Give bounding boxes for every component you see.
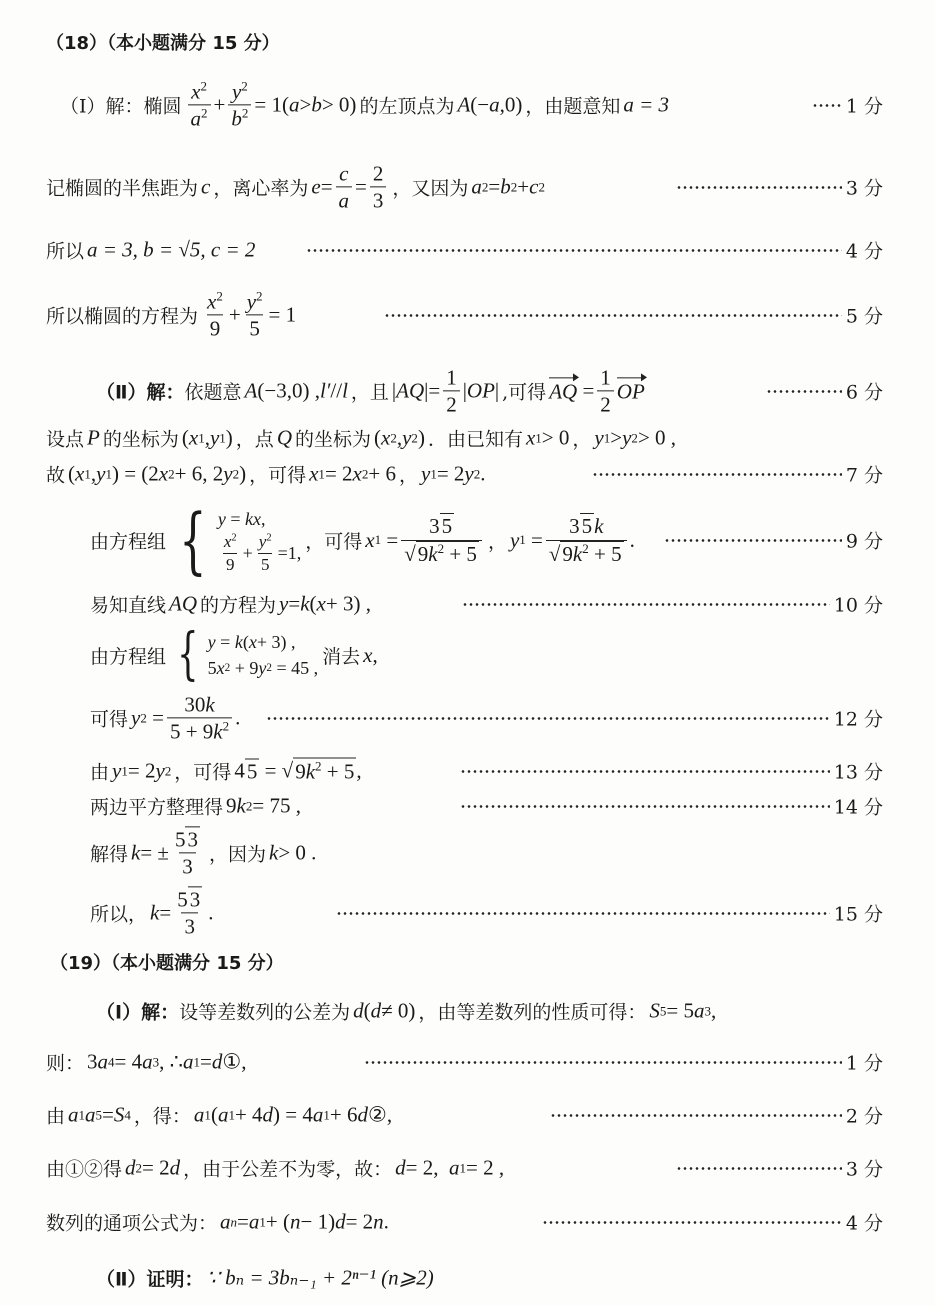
score: 5 分 <box>845 305 883 328</box>
leader-dots <box>592 472 842 476</box>
q19-header: （19）（本小题满分 15 分） <box>50 953 284 974</box>
text: 由 <box>46 1105 66 1128</box>
text: ， <box>572 428 592 451</box>
eq-a-3: a = 3 <box>623 92 670 117</box>
leader-dots <box>364 1060 842 1064</box>
q19-p2-line1 <box>0 1265 935 1291</box>
text: ，可得 <box>174 761 232 784</box>
leader-dots <box>266 716 830 720</box>
q19-header-line <box>0 953 935 974</box>
text: 由方程组 <box>90 530 167 553</box>
q18-p2-line11 <box>0 887 935 939</box>
d-a1-values: d = 2, a 1 = 2 , <box>395 1155 505 1180</box>
text: 设点 <box>46 428 85 451</box>
text: 易知直线 <box>90 594 167 617</box>
q18-p2-line9 <box>0 793 935 819</box>
score: 4 分 <box>845 240 883 263</box>
score: 15 分 <box>833 903 883 926</box>
text: ， <box>487 530 507 553</box>
q19-p1-line2 <box>0 1049 935 1075</box>
text: ，由题意知 <box>525 95 621 118</box>
text: ，由等差数列的性质可得： <box>418 1001 647 1024</box>
text: 解得 <box>90 843 129 866</box>
text: 可得 <box>90 708 129 731</box>
coord-relation: ( x 1 , y 1 ) = (2 x 2 + 6, 2 y 2 ) <box>68 461 247 486</box>
text: 记椭圆的半焦距为 <box>46 177 199 200</box>
q19-p1-line4 <box>0 1155 935 1181</box>
leader-dots <box>460 804 830 808</box>
y2-solution: y 2 = $\frac{30k}{5 + 9k^2}$ . <box>131 692 241 744</box>
sqrt-equation: 4 5 = √ $9k^2 + 5$ , <box>234 758 362 784</box>
text: ，由于公差不为零，故： <box>183 1158 393 1181</box>
equation-system-2: { y = k ( x + 3) , 5 x 2 + 9 y 2 = 45 , <box>177 622 319 687</box>
text: ，得： <box>133 1105 191 1128</box>
text: 消去 <box>322 645 361 668</box>
cond-y: y 1 > y 2 > 0 , <box>594 425 677 450</box>
q18-p2-line8 <box>0 758 935 784</box>
coords-Q: ( x 2 , y 2 ) <box>374 425 425 450</box>
y1-eq: y 1 = 2 y 2 . <box>420 461 486 486</box>
text: ，因为 <box>208 843 266 866</box>
line-AQ: AQ <box>169 591 198 616</box>
eccentricity: e = $\frac{c}{a}$ = $\frac{2}{3}$ <box>311 161 389 212</box>
score: 13 分 <box>833 761 883 784</box>
vertex-A: A (− a ,0) <box>457 92 523 117</box>
q18-p2-line4 <box>0 498 935 582</box>
score: 3 分 <box>845 177 883 200</box>
var-Q: Q <box>276 425 292 450</box>
q18-p2-line5 <box>0 591 935 617</box>
leader-dots <box>664 538 842 542</box>
abc-values: a = 3, b = √5, c = 2 <box>87 237 256 262</box>
score: 9 分 <box>845 530 883 553</box>
score: 3 分 <box>845 1158 883 1181</box>
k-pm: k = ± $\frac{53}{3}$ <box>131 827 198 879</box>
score: 12 分 <box>833 708 883 731</box>
x1-solution: x 1 = $\frac{35}{√9k^2 + 5}$ <box>365 514 485 565</box>
text: ，点 <box>235 428 274 451</box>
score: 1 分 <box>845 1052 883 1075</box>
coords-P: ( x 1 , y 1 ) <box>181 425 233 450</box>
leader-dots <box>676 1166 842 1170</box>
q18-p2-line2 <box>0 425 935 451</box>
leader-dots <box>336 911 830 915</box>
equation-2: a 1 ( a 1 + 4 d ) = 4 a 1 + 6 d ②, <box>193 1102 393 1127</box>
q18-p1-line4 <box>0 288 935 341</box>
q18-p1-line1 <box>0 78 935 131</box>
y1-solution: y 1 = $\frac{35k}{√9k^2 + 5}$ . <box>509 514 635 566</box>
text: ，可得 <box>249 464 307 487</box>
score: 6 分 <box>845 381 883 404</box>
text: ，又因为 <box>392 177 469 200</box>
k-final: k = $\frac{53}{3}$ . <box>150 887 214 939</box>
text: ，可得 <box>305 530 363 553</box>
q19-p1-line1 <box>0 998 935 1024</box>
q18-p2-line6 <box>0 622 935 687</box>
score: 14 分 <box>833 796 883 819</box>
var-P: P <box>87 425 100 450</box>
q18-p1-line3 <box>0 237 935 263</box>
equation-system-1: { y = kx , $\frac{x^2}{9}$ + $\frac{y^2}{5}$ =1, <box>179 498 302 582</box>
leader-dots <box>812 103 842 107</box>
leader-dots <box>766 389 842 393</box>
leader-dots <box>542 1220 842 1224</box>
text: 依题意 <box>184 381 242 404</box>
text: ，离心率为 <box>213 177 309 200</box>
q18-p2-line7 <box>0 692 935 744</box>
text: ．由已知有 <box>427 428 523 451</box>
text: 的方程为 <box>200 594 277 617</box>
S5-eq: S 5 = 5 a 3 , <box>649 998 717 1023</box>
leader-dots <box>460 769 830 773</box>
text: 的左顶点为 <box>359 95 455 118</box>
recurrence: ∵ bₙ = 3bₙ₋₁ + 2ⁿ⁻¹ (n⩾2) <box>206 1265 434 1290</box>
var-c: c <box>201 174 211 199</box>
q18-p2-line1 <box>0 365 935 417</box>
ellipse-final: $\frac{x^2}{9}$ + $\frac{y^2}{5}$ = 1 <box>207 288 297 341</box>
q18-header: （18）（本小题满分 15 分） <box>46 33 280 54</box>
text: 椭圆 <box>143 95 182 118</box>
text: 的坐标为 <box>102 428 179 451</box>
point-A: A (−3,0) , l′ // l <box>244 378 348 403</box>
a1-eq-d: 3 a 4 = 4 a 3 , ∴ a 1 = d ①, <box>87 1049 247 1074</box>
score: 10 分 <box>833 594 883 617</box>
length-relation: | AQ |= $\frac{1}{2}$ | OP | <box>391 365 500 417</box>
score: 4 分 <box>845 1212 883 1235</box>
ellipse-equation: $\frac{x^2}{a^2}$ + $\frac{y^2}{b^2}$ = 1( a > b > 0) <box>185 79 357 130</box>
leader-dots <box>550 1113 842 1117</box>
q18-p2-label: （Ⅱ）解： <box>96 381 185 404</box>
common-difference: d ( d ≠ 0) <box>353 998 416 1023</box>
general-term: a n = a 1 + ( n − 1) d = 2 n . <box>220 1209 389 1234</box>
score: 7 分 <box>845 464 883 487</box>
y-relation: y 1 = 2 y 2 <box>112 758 172 783</box>
text: 则： <box>46 1052 85 1075</box>
var-x: x , <box>363 642 378 667</box>
k-square: 9 k 2 = 75 , <box>226 793 301 818</box>
text: 的坐标为 <box>294 428 371 451</box>
q19-p2-label: （Ⅱ）证明： <box>96 1268 204 1291</box>
q19-p1-label: （Ⅰ）解： <box>96 1001 180 1024</box>
text: 设等差数列的公差为 <box>179 1001 351 1024</box>
geo-condition: a 1 a 5 = S 4 <box>68 1102 131 1127</box>
vector-relation: AQ = $\frac{1}{2}$ OP <box>549 365 645 417</box>
line-AQ-eq: y = k ( x + 3) , <box>279 591 371 616</box>
text: 所以椭圆的方程为 <box>46 305 199 328</box>
q18-p2-line3 <box>0 461 935 487</box>
text: 由方程组 <box>90 645 167 668</box>
text: 由①②得 <box>46 1158 123 1181</box>
x1-eq: x 1 = 2 x 2 + 6 <box>309 461 396 486</box>
leader-dots <box>306 248 842 252</box>
leader-dots <box>384 313 842 317</box>
score: 1 分 <box>845 95 883 118</box>
text: ， <box>398 464 418 487</box>
d-square: d 2 = 2 d <box>125 1155 181 1180</box>
q19-p1-line5 <box>0 1209 935 1235</box>
q18-p1-line2 <box>0 161 935 213</box>
leader-dots <box>462 602 830 606</box>
q18-p2-line10 <box>0 827 935 879</box>
text: 由 <box>90 761 110 784</box>
q19-p1-line3 <box>0 1102 935 1128</box>
q18-header-line <box>0 33 935 54</box>
text: ,可得 <box>502 381 547 404</box>
leader-dots <box>676 185 842 189</box>
k-positive: k > 0 . <box>268 840 317 865</box>
text: 故 <box>46 464 66 487</box>
text: 所以 <box>46 240 85 263</box>
text: 数列的通项公式为： <box>46 1212 218 1235</box>
score: 2 分 <box>845 1105 883 1128</box>
text: ，且 <box>350 381 389 404</box>
text: 两边平方整理得 <box>90 796 224 819</box>
cond-x1: x 1 > 0 <box>525 425 570 450</box>
text: 所以， <box>90 903 148 926</box>
q18-p1-label: （Ⅰ）解： <box>60 95 144 118</box>
abc-relation: a 2 = b 2 + c 2 <box>471 174 545 199</box>
